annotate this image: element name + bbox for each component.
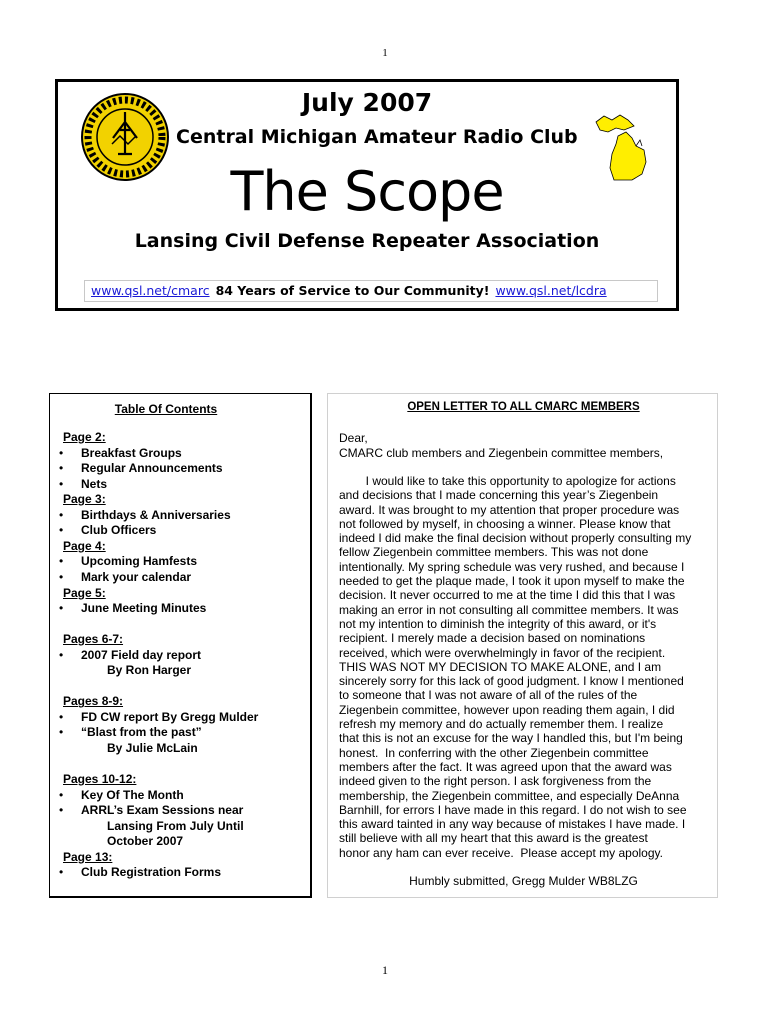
toc-item-label: Breakfast Groups <box>81 445 182 460</box>
toc-subline-label: By Julie McLain <box>107 741 198 755</box>
tagline: 84 Years of Service to Our Community! <box>215 283 490 298</box>
toc-subline-label: Lansing From July Until <box>107 818 244 833</box>
toc-page-heading <box>63 632 123 647</box>
letter-line: honest. In conferring with the other Ziegenbein committee <box>339 745 649 760</box>
issue-date: July 2007 <box>301 88 433 117</box>
letter-line: Barnhill, for errors I have made in this regard. I do not wish to see <box>339 802 687 817</box>
toc-page-label: Pages 6-7: <box>63 632 124 647</box>
bullet-icon: • <box>59 507 64 522</box>
letter-line: still believe with all my heart that this award is the greatest <box>339 831 648 846</box>
letter-line: membership, the Ziegenbein committee, and especially DeAnna <box>339 788 680 803</box>
letter-body <box>339 474 691 860</box>
bullet-icon: • <box>59 445 64 460</box>
letter-line: that this is not an excuse for the way I handled this, but I'm being <box>339 731 683 746</box>
toc-page-label: Page 3: <box>63 492 106 507</box>
toc-item-label: FD CW report By Gregg Mulder <box>81 709 259 724</box>
toc-page-heading <box>63 772 136 787</box>
letter-line: award. It was brought to my attention that proper procedure was <box>339 502 680 517</box>
toc-page-label: Page 4: <box>63 538 106 553</box>
toc-item-label: June Meeting Minutes <box>81 601 207 616</box>
letter-line: indeed given to the right person. I ask forgiveness from the <box>339 774 652 789</box>
letter-line: I would like to take this opportunity to apologize for actions <box>339 474 676 488</box>
bullet-icon: • <box>59 523 64 538</box>
toc-page-heading <box>63 586 106 601</box>
letter-line: Ziegenbein committee, however upon reading them again, I did <box>339 702 675 717</box>
page-number-top: 1 <box>382 47 388 59</box>
toc-item-label: Mark your calendar <box>81 569 192 584</box>
letter-title: OPEN LETTER TO ALL CMARC MEMBERS <box>407 401 640 413</box>
letter-line: to someone that I was not aware of all of the rules of the <box>339 688 638 703</box>
toc-item-label: ARRL’s Exam Sessions near <box>81 803 244 818</box>
newsletter-title: The Scope <box>230 160 504 223</box>
greeting-line: CMARC club members and Ziegenbein committee members, <box>339 445 664 460</box>
open-letter <box>327 393 718 898</box>
association-name: Lansing Civil Defense Repeater Association <box>134 230 600 252</box>
letter-line: received, which were overwhelmingly in favor of the recipient. <box>339 645 666 660</box>
toc-page-heading <box>63 850 112 865</box>
toc-item-label: Key Of The Month <box>81 787 184 802</box>
bullet-icon: • <box>59 476 64 491</box>
letter-line: not my intention to diminish the integrity of this award, or it's <box>339 616 657 631</box>
letter-greeting <box>339 431 663 460</box>
letter-line: fellow Ziegenbein committee members. This was not done <box>339 545 649 560</box>
letter-line: sincerely sorry for this lack of good judgment. I know I mentioned <box>339 674 684 689</box>
letter-line: THIS WAS NOT MY DECISION TO MAKE ALONE, and I am <box>339 659 662 674</box>
bullet-icon: • <box>59 554 64 569</box>
letter-line: indeed I did make the final decision without properly consulting my <box>339 531 692 546</box>
bullet-icon: • <box>59 803 64 818</box>
toc-page-label: Page 5: <box>63 585 106 600</box>
bullet-icon: • <box>59 787 64 802</box>
masthead <box>55 79 679 311</box>
letter-signature: Humbly submitted, Gregg Mulder WB8LZG <box>409 874 638 888</box>
toc-subline-label: October 2007 <box>107 834 184 849</box>
bullet-icon: • <box>59 725 64 740</box>
toc-item-label: Nets <box>81 476 108 491</box>
letter-line: intentionally. My spring schedule was very rushed, and because I <box>339 559 685 574</box>
toc-title: Table Of Contents <box>114 402 218 416</box>
toc-page-heading <box>63 430 106 445</box>
toc-item-label: 2007 Field day report <box>81 647 202 662</box>
letter-line: making an error in not consulting all committee members. It was <box>339 602 679 617</box>
letter-line: decision. It never occurred to me at the time I did this that I was <box>339 588 676 603</box>
page-number-bottom: 1 <box>382 963 388 977</box>
toc-item-label: Regular Announcements <box>81 461 223 476</box>
bullet-icon: • <box>59 647 64 662</box>
bullet-icon: • <box>59 601 64 616</box>
letter-line: recipient. I merely made a decision based on nominations <box>339 631 646 646</box>
letter-line: this award tainted in any way because of mistakes I have made. I <box>339 817 686 832</box>
links-bar <box>84 280 658 302</box>
toc-page-label: Page 13: <box>63 849 113 864</box>
toc-page-label: Pages 10-12: <box>63 772 137 787</box>
bullet-icon: • <box>59 865 64 880</box>
letter-line: needed to get the plaque made, I took it upon myself to make the <box>339 574 685 589</box>
toc-item-label: Club Officers <box>81 523 157 538</box>
toc-page-heading <box>63 539 106 554</box>
lcdra-link[interactable]: www.qsl.net/lcdra <box>495 283 607 298</box>
bullet-icon: • <box>59 569 64 584</box>
toc-page-label: Pages 8-9: <box>63 694 124 709</box>
letter-line: and decisions that I made concerning this year’s Ziegenbein <box>339 488 659 503</box>
cmarc-link[interactable]: www.qsl.net/cmarc <box>91 283 210 298</box>
toc-subline-label: By Ron Harger <box>107 663 192 678</box>
toc-item-label: Upcoming Hamfests <box>81 554 198 569</box>
letter-line: members after the fact. It was agreed upon that the award was <box>339 759 672 774</box>
letter-line: not followed by myself, in choosing a winner. Please know that <box>339 516 671 531</box>
greeting-line: Dear, <box>339 431 368 445</box>
club-name: Central Michigan Amateur Radio Club <box>176 126 578 148</box>
toc-page-heading <box>63 694 123 709</box>
bullet-icon: • <box>59 461 64 476</box>
bullet-icon: • <box>59 709 64 724</box>
toc-item-label: “Blast from the past” <box>81 725 202 740</box>
table-of-contents <box>49 393 312 898</box>
toc-page-label: Page 2: <box>63 430 106 444</box>
toc-item-label: Club Registration Forms <box>81 865 222 880</box>
toc-page-heading <box>63 492 106 507</box>
letter-line: refresh my memory and do actually remember them. I realize <box>339 717 664 732</box>
toc-item-label: Birthdays & Anniversaries <box>81 507 231 522</box>
letter-line: honor any ham can ever receive. Please accept my apology. <box>339 845 663 860</box>
